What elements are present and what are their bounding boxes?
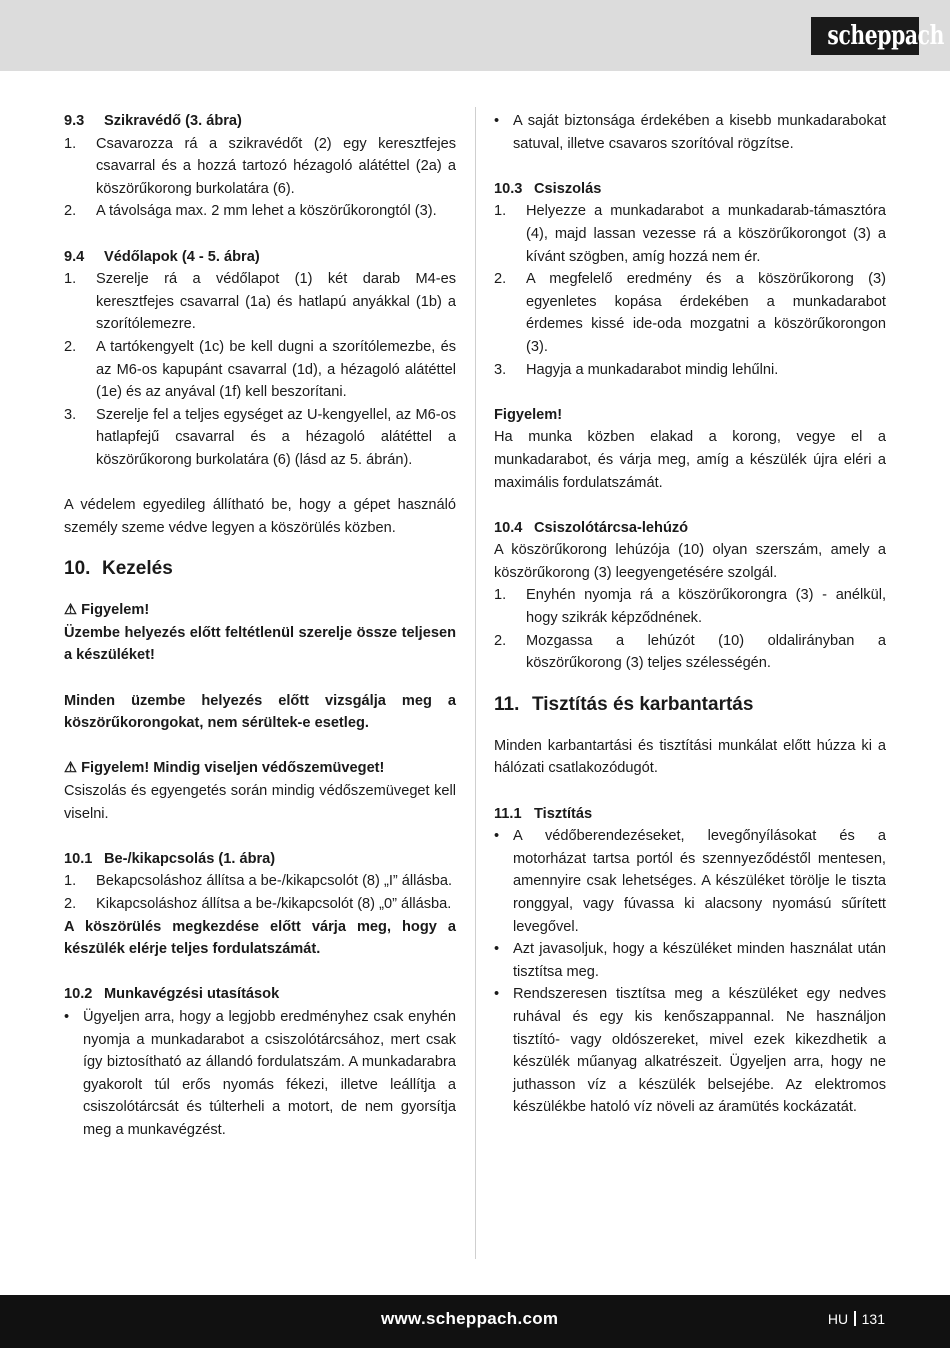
list-item: • Rendszeresen tisztítsa meg a készüléket egy nedves ruhával és egy kis kenőszappannal. Ne használjon tisztító- vagy oldószereket, mivel ezek kikezdhetik a készülék műanyag alkatrészeit. Ügyeljen arra, hogy ne juthasson víz a készülék belsejébe. Az elektromos készülékbe hatoló víz növeli az áramütés kockázatát. — [494, 986, 886, 1116]
section-11-1-heading: 11.1 Tisztítás — [494, 805, 593, 822]
right-column — [494, 110, 886, 1119]
list-item: 1. Bekapcsoláshoz állítsa a be-/kikapcsolót (8) „I” állásba. — [64, 873, 453, 890]
list-item: 2. Mozgassa a lehúzót (10) oldalirányban a köszörűkorong (3) teljes szélességén. — [494, 632, 886, 672]
website-link[interactable]: www.scheppach.com — [381, 1309, 559, 1328]
section-10-2-list — [64, 1006, 456, 1142]
page-number: HU 131 — [827, 1311, 885, 1327]
section-10-1-list — [64, 870, 456, 915]
warning-heading: ⚠ Figyelem! — [64, 599, 456, 622]
list-item: 3. Szerelje fel a teljes egységet az U-kengyellel, az M6-os hatlapfejű csavarral és a hézagoló alátéttel a köszörűkorong burkolatára (6) (lásd az 5. ábrán). — [64, 406, 456, 468]
warning-heading: Figyelem! — [494, 406, 563, 423]
footer-bar — [0, 1295, 950, 1348]
protection-paragraph: A védelem egyedileg állítható be, hogy a gépet használó személy szeme védve legyen a köszörülés közben. — [64, 497, 456, 536]
scheppach-logo: scheppach — [811, 17, 919, 55]
list-item: 3. Hagyja a munkadarabot mindig lehűlni. — [494, 361, 779, 378]
list-item: 1. Csavarozza rá a szikravédőt (2) egy keresztfejes csavarral és a hozzá tartozó hézagoló alátéttel (2a) a köszörűkorong burkolatára (6). — [64, 135, 456, 197]
section-10-2-heading: 10.2 Munkavégzési utasítások — [64, 986, 280, 1003]
list-item: 2. A megfelelő eredmény és a köszörűkorong (3) egyenletes kopása érdekében a munkadarabot érdemes kissé ide-oda mozgatni a köszörűkorongon (3). — [494, 271, 886, 355]
section-11-heading: 11. Tisztítás és karbantartás — [494, 693, 754, 715]
list-item: 1. Enyhén nyomja rá a köszörűkorongra (3) - anélkül, hogy szikrák képződnének. — [494, 587, 886, 627]
section-9-4-heading: 9.4 Védőlapok (4 - 5. ábra) — [64, 248, 260, 265]
column-divider — [475, 107, 476, 1259]
section-10-heading: 10. Kezelés — [64, 558, 173, 580]
warning-triangle-icon: ⚠ — [64, 602, 78, 619]
section-9-4-list — [64, 268, 456, 471]
warning-text: Ha munka közben elakad a korong, vegye el a munkadarabot, és várja meg, amíg a készülék újra eléri a maximális fordulatszámát. — [494, 429, 886, 491]
goggles-warning-heading: ⚠ Figyelem! Mindig viseljen védőszemüveget! — [64, 757, 456, 780]
section-10-3-heading: 10.3 Csiszolás — [494, 180, 602, 197]
section-10-4-intro: A köszörűkorong lehúzója (10) olyan szerszám, amely a köszörűkorong (3) leegyengetésére szolgál. — [494, 542, 886, 581]
header-bar — [0, 0, 950, 71]
list-item: • Azt javasoljuk, hogy a készüléket minden használat után tisztítsa meg. — [494, 941, 886, 980]
section-10-4-heading: 10.4 Csiszolótárcsa-lehúzó — [494, 519, 689, 536]
goggles-warning-text: Csiszolás és egyengetés során mindig védőszemüveget kell viselni. — [64, 783, 456, 822]
list-item: • A védőberendezéseket, levegőnyílásokat és a motorházat tartsa portól és szennyeződéstől mentesen, amennyire csak lehetséges. A készüléket törölje le tiszta ronggyal, vagy fúvassa ki alacsony nyomású sűrített levegővel. — [494, 828, 886, 935]
list-item: • Ügyeljen arra, hogy a legjobb eredményhez csak enyhén nyomja a munkadarabot a csiszolótárcsához, mert csak így biztosítható az állandó fordulatszám. A munkadarabra gyakorolt túl erős nyomás fékezi, illetve leállítja a csiszolótárcsát és túlterheli a motort, de nem gyorsítja meg a munkavégzést. — [64, 1008, 456, 1138]
list-item: 1. Helyezze a munkadarabot a munkadarab-támasztóra (4), majd lassan vezesse rá a köszörűkorongot (3) a kívánt szögben, amíg hozzá nem ér. — [494, 203, 886, 265]
left-column — [64, 110, 456, 1142]
speed-note: A köszörülés megkezdése előtt várja meg, hogy a készülék elérje teljes fordulatszámát. — [64, 918, 456, 958]
section-9-3-list — [64, 133, 456, 223]
section-10-4-list — [494, 584, 886, 674]
warning-text: Üzembe helyezés előtt feltétlenül szerelje össze teljesen a készüléket! — [64, 624, 456, 664]
inspection-warning: Minden üzembe helyezés előtt vizsgálja meg a köszörűkorongokat, nem sérültek-e esetleg. — [64, 692, 456, 732]
list-item: 2. A tartókengyelt (1c) be kell dugni a szorítólemezbe, és az M6-os kapupánt csavarral (1d), a hézagoló alátéttel (1e) és az anyával (1f) kell beszorítani. — [64, 338, 456, 401]
section-11-1-list — [494, 825, 886, 1119]
section-9-3-heading: 9.3 Szikravédő (3. ábra) — [64, 113, 242, 129]
list-item: 2. Kikapcsoláshoz állítsa a be-/kikapcsolót (8) „0” állásba. — [64, 896, 452, 912]
section-11-intro: Minden karbantartási és tisztítási munkálat előtt húzza ki a hálózati csatlakozódugót. — [494, 737, 886, 777]
list-item: 2. A távolsága max. 2 mm lehet a köszörűkorongtól (3). — [64, 203, 437, 220]
section-10-1-heading: 10.1 Be-/kikapcsolás (1. ábra) — [64, 850, 276, 867]
list-item: 1. Szerelje rá a védőlapot (1) két darab M4-es keresztfejes csavarral (1a) és hatlapú anyákkal (1b) a szorítólemezre. — [64, 271, 456, 333]
vice-bullet-list — [494, 110, 886, 155]
list-item: • A saját biztonsága érdekében a kisebb munkadarabokat satuval, illetve csavaros szorítóval rögzítse. — [494, 113, 886, 152]
warning-triangle-icon: ⚠ — [64, 760, 78, 777]
section-10-3-list — [494, 200, 886, 381]
